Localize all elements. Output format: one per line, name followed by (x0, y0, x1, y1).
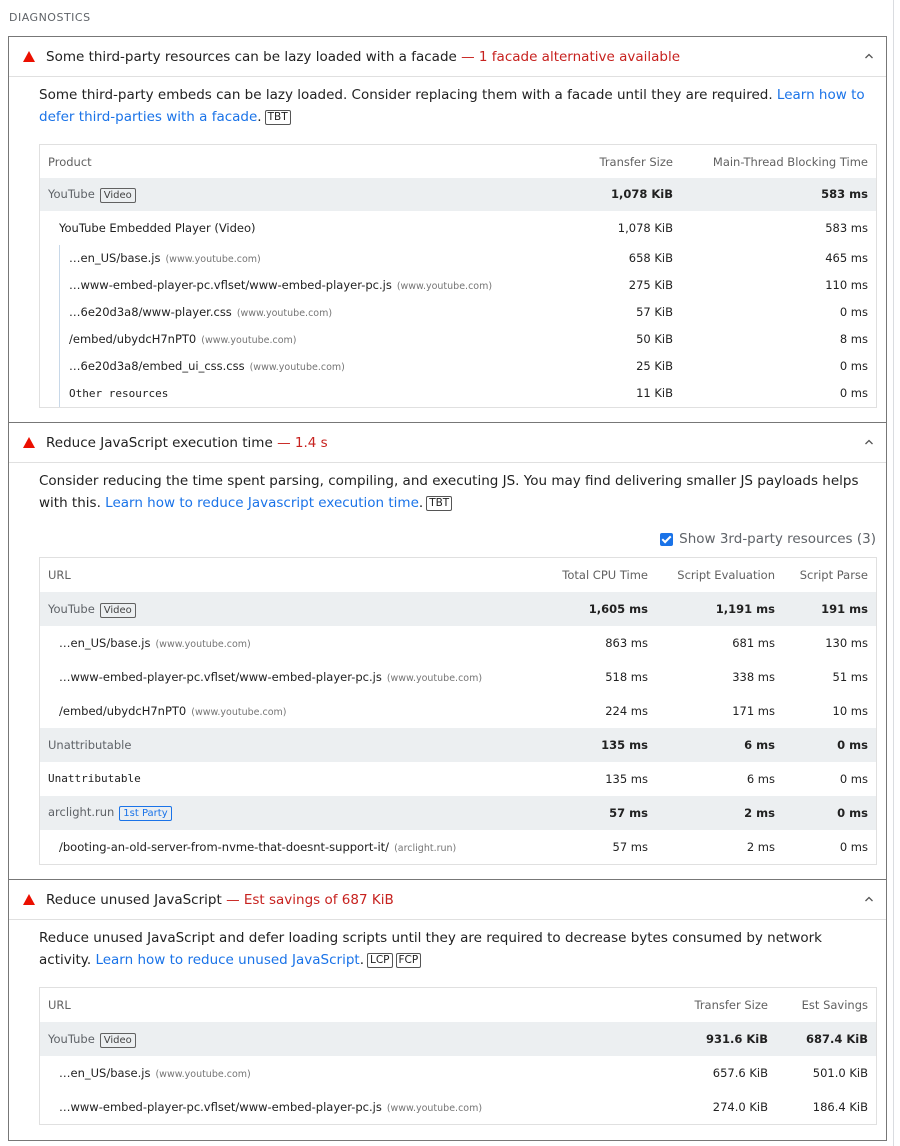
chevron-up-icon[interactable] (862, 892, 876, 906)
table-row (40, 762, 876, 796)
resource-host: (www.youtube.com) (191, 707, 287, 718)
metric-tag-fcp: FCP (396, 953, 422, 968)
blocking-time: 0 ms (839, 359, 868, 373)
script-parse: 0 ms (837, 738, 868, 752)
col-script-parse: Script Parse (799, 568, 868, 582)
resource-url[interactable]: …6e20d3a8/embed_ui_css.css (69, 359, 245, 373)
script-evaluation: 1,191 ms (715, 602, 775, 616)
total-cpu-time: 518 ms (605, 670, 648, 684)
warning-triangle-icon (23, 894, 35, 905)
first-party-badge: 1st Party (119, 806, 171, 821)
table-row (40, 1090, 876, 1124)
table-row-group (40, 796, 876, 830)
script-evaluation: 6 ms (746, 772, 775, 786)
script-evaluation: 2 ms (744, 806, 775, 820)
resource-host: (www.youtube.com) (236, 308, 333, 319)
audit-title: Reduce unused JavaScript — Est savings of 687 KiB (46, 892, 394, 908)
table-row (40, 830, 876, 864)
col-blocking-time: Main-Thread Blocking Time (712, 155, 868, 169)
script-parse: 51 ms (832, 670, 868, 684)
facade-table (39, 144, 877, 408)
table-row (40, 660, 876, 694)
diagnostics-section-label: DIAGNOSTICS (9, 11, 91, 24)
script-evaluation: 681 ms (732, 636, 775, 650)
script-parse: 191 ms (821, 602, 868, 616)
audit-display-value: — 1.4 s (277, 435, 328, 451)
table-row (40, 353, 876, 380)
total-cpu-time: 135 ms (601, 738, 648, 752)
est-savings: 186.4 KiB (812, 1100, 868, 1114)
product-name: YouTube Embedded Player (Video) (59, 221, 256, 235)
unused-js-table (39, 987, 877, 1125)
resource-host: (www.youtube.com) (155, 1069, 251, 1080)
table-header (40, 558, 876, 592)
script-parse: 0 ms (837, 806, 868, 820)
transfer-size: 275 KiB (628, 278, 673, 292)
audit-js-execution-time (8, 422, 887, 880)
table-row (40, 326, 876, 353)
table-row-group (40, 592, 876, 626)
entity-badge: Video (100, 603, 136, 618)
col-url: URL (48, 998, 71, 1012)
table-row (40, 694, 876, 728)
chevron-up-icon[interactable] (862, 49, 876, 63)
table-row-group (40, 178, 876, 211)
total-cpu-time: 57 ms (612, 840, 648, 854)
resource-host: (arclight.run) (394, 843, 457, 854)
resource-host: (www.youtube.com) (155, 639, 251, 650)
audit-display-value: — 1 facade alternative available (461, 49, 681, 65)
entity-badge: Video (100, 1033, 136, 1048)
col-est-savings: Est Savings (801, 998, 868, 1012)
col-script-evaluation: Script Evaluation (677, 568, 775, 582)
audit-title: Reduce JavaScript execution time — 1.4 s (46, 435, 328, 451)
resource-url[interactable]: …en_US/base.js (69, 251, 161, 265)
audit-header[interactable] (9, 37, 886, 77)
audit-third-party-facades (8, 36, 887, 423)
table-row (40, 1056, 876, 1090)
checkbox-checked-icon[interactable] (660, 533, 673, 546)
transfer-size: 931.6 KiB (706, 1032, 768, 1046)
entity-name: YouTube (48, 1032, 95, 1046)
script-parse: 0 ms (839, 840, 868, 854)
total-cpu-time: 224 ms (605, 704, 648, 718)
warning-triangle-icon (23, 51, 35, 62)
table-row (40, 626, 876, 660)
show-third-party-checkbox[interactable] (660, 531, 876, 547)
audit-description: Consider reducing the time spent parsing, compiling, and executing JS. You may find delivering smaller JS payloads helps with this. Learn how to reduce Javascript execution time. TBT (39, 473, 859, 511)
entity-name: Unattributable (48, 738, 132, 752)
script-url[interactable]: …www-embed-player-pc.vflset/www-embed-player-pc.js (59, 670, 382, 684)
script-url[interactable]: /booting-an-old-server-from-nvme-that-doesnt-support-it/ (59, 840, 390, 854)
entity-name: arclight.run (48, 805, 115, 819)
script-evaluation: 338 ms (732, 670, 775, 684)
js-execution-table (39, 557, 877, 865)
checkbox-label: Show 3rd-party resources (3) (679, 531, 876, 547)
blocking-time: 8 ms (839, 332, 868, 346)
blocking-time: 0 ms (839, 305, 868, 319)
transfer-size: 274.0 KiB (712, 1100, 768, 1114)
metric-tag-tbt: TBT (426, 496, 452, 511)
script-url[interactable]: …en_US/base.js (59, 1066, 151, 1080)
transfer-size: 50 KiB (636, 332, 673, 346)
total-cpu-time: 135 ms (605, 772, 648, 786)
col-transfer-size: Transfer Size (599, 155, 673, 169)
resource-host: (www.youtube.com) (249, 362, 345, 373)
audit-unused-javascript (8, 879, 887, 1141)
transfer-size: 1,078 KiB (611, 187, 673, 201)
resource-host: (www.youtube.com) (201, 335, 297, 346)
audit-description: Some third-party embeds can be lazy loaded. Consider replacing them with a facade until they are required. Learn how to defer third-parties with a facade. TBT (39, 87, 865, 125)
audit-header[interactable] (9, 880, 886, 920)
script-url[interactable]: …en_US/base.js (59, 636, 151, 650)
script-evaluation: 171 ms (732, 704, 775, 718)
resource-url[interactable]: /embed/ubydcH7nPT0 (69, 332, 197, 346)
transfer-size: 657.6 KiB (712, 1066, 768, 1080)
transfer-size: 25 KiB (636, 359, 673, 373)
table-row (40, 272, 876, 299)
col-url: URL (48, 568, 71, 582)
table-row (40, 211, 876, 245)
col-total-cpu-time: Total CPU Time (562, 568, 648, 582)
total-cpu-time: 1,605 ms (588, 602, 648, 616)
table-row (40, 380, 876, 407)
script-evaluation: 2 ms (746, 840, 775, 854)
transfer-size: 658 KiB (628, 251, 673, 265)
col-transfer-size: Transfer Size (694, 998, 768, 1012)
learn-more-link[interactable]: Learn how to reduce unused JavaScript (95, 952, 360, 968)
learn-more-link[interactable]: Learn how to defer third-parties with a facade (39, 87, 865, 125)
transfer-size: 11 KiB (636, 386, 673, 400)
script-url[interactable]: /embed/ubydcH7nPT0 (59, 704, 187, 718)
resource-url[interactable]: …www-embed-player-pc.vflset/www-embed-player-pc.js (69, 278, 392, 292)
est-savings: 687.4 KiB (806, 1032, 868, 1046)
warning-triangle-icon (23, 437, 35, 448)
resource-url[interactable]: …6e20d3a8/www-player.css (69, 305, 232, 319)
script-url[interactable]: …www-embed-player-pc.vflset/www-embed-player-pc.js (59, 1100, 382, 1114)
table-row-group (40, 728, 876, 762)
metric-tag-lcp: LCP (367, 953, 393, 968)
total-cpu-time: 863 ms (605, 636, 648, 650)
resource-host: (www.youtube.com) (396, 281, 493, 292)
entity-name: YouTube (48, 602, 95, 616)
script-evaluation: 6 ms (744, 738, 775, 752)
script-url: Unattributable (48, 772, 141, 785)
chevron-up-icon[interactable] (862, 435, 876, 449)
audit-description: Reduce unused JavaScript and defer loading scripts until they are required to decrease bytes consumed by network activity. Learn how to reduce unused JavaScript. LCP FCP (39, 930, 822, 968)
blocking-time: 465 ms (825, 251, 868, 265)
blocking-time: 110 ms (825, 278, 868, 292)
script-parse: 10 ms (832, 704, 868, 718)
script-parse: 0 ms (839, 772, 868, 786)
table-row (40, 245, 876, 272)
transfer-size: 57 KiB (636, 305, 673, 319)
est-savings: 501.0 KiB (812, 1066, 868, 1080)
blocking-time: 583 ms (825, 221, 868, 235)
table-row (40, 299, 876, 326)
table-header (40, 988, 876, 1022)
script-parse: 130 ms (825, 636, 868, 650)
resource-url: Other resources (69, 387, 169, 400)
blocking-time: 0 ms (839, 386, 868, 400)
audit-display-value: — Est savings of 687 KiB (226, 892, 394, 908)
audit-title: Some third-party resources can be lazy loaded with a facade — 1 facade alternative available (46, 49, 681, 65)
entity-badge: Video (100, 188, 136, 203)
audit-header[interactable] (9, 423, 886, 463)
metric-tag-tbt: TBT (265, 110, 291, 125)
col-product: Product (48, 155, 92, 169)
blocking-time: 583 ms (821, 187, 868, 201)
resource-host: (www.youtube.com) (165, 254, 261, 265)
learn-more-link[interactable]: Learn how to reduce Javascript execution time (105, 495, 419, 511)
entity-name: YouTube (48, 187, 95, 201)
total-cpu-time: 57 ms (609, 806, 648, 820)
table-header (40, 145, 876, 178)
transfer-size: 1,078 KiB (617, 221, 673, 235)
resource-host: (www.youtube.com) (386, 1103, 483, 1114)
table-row-group (40, 1022, 876, 1056)
resource-host: (www.youtube.com) (386, 673, 483, 684)
